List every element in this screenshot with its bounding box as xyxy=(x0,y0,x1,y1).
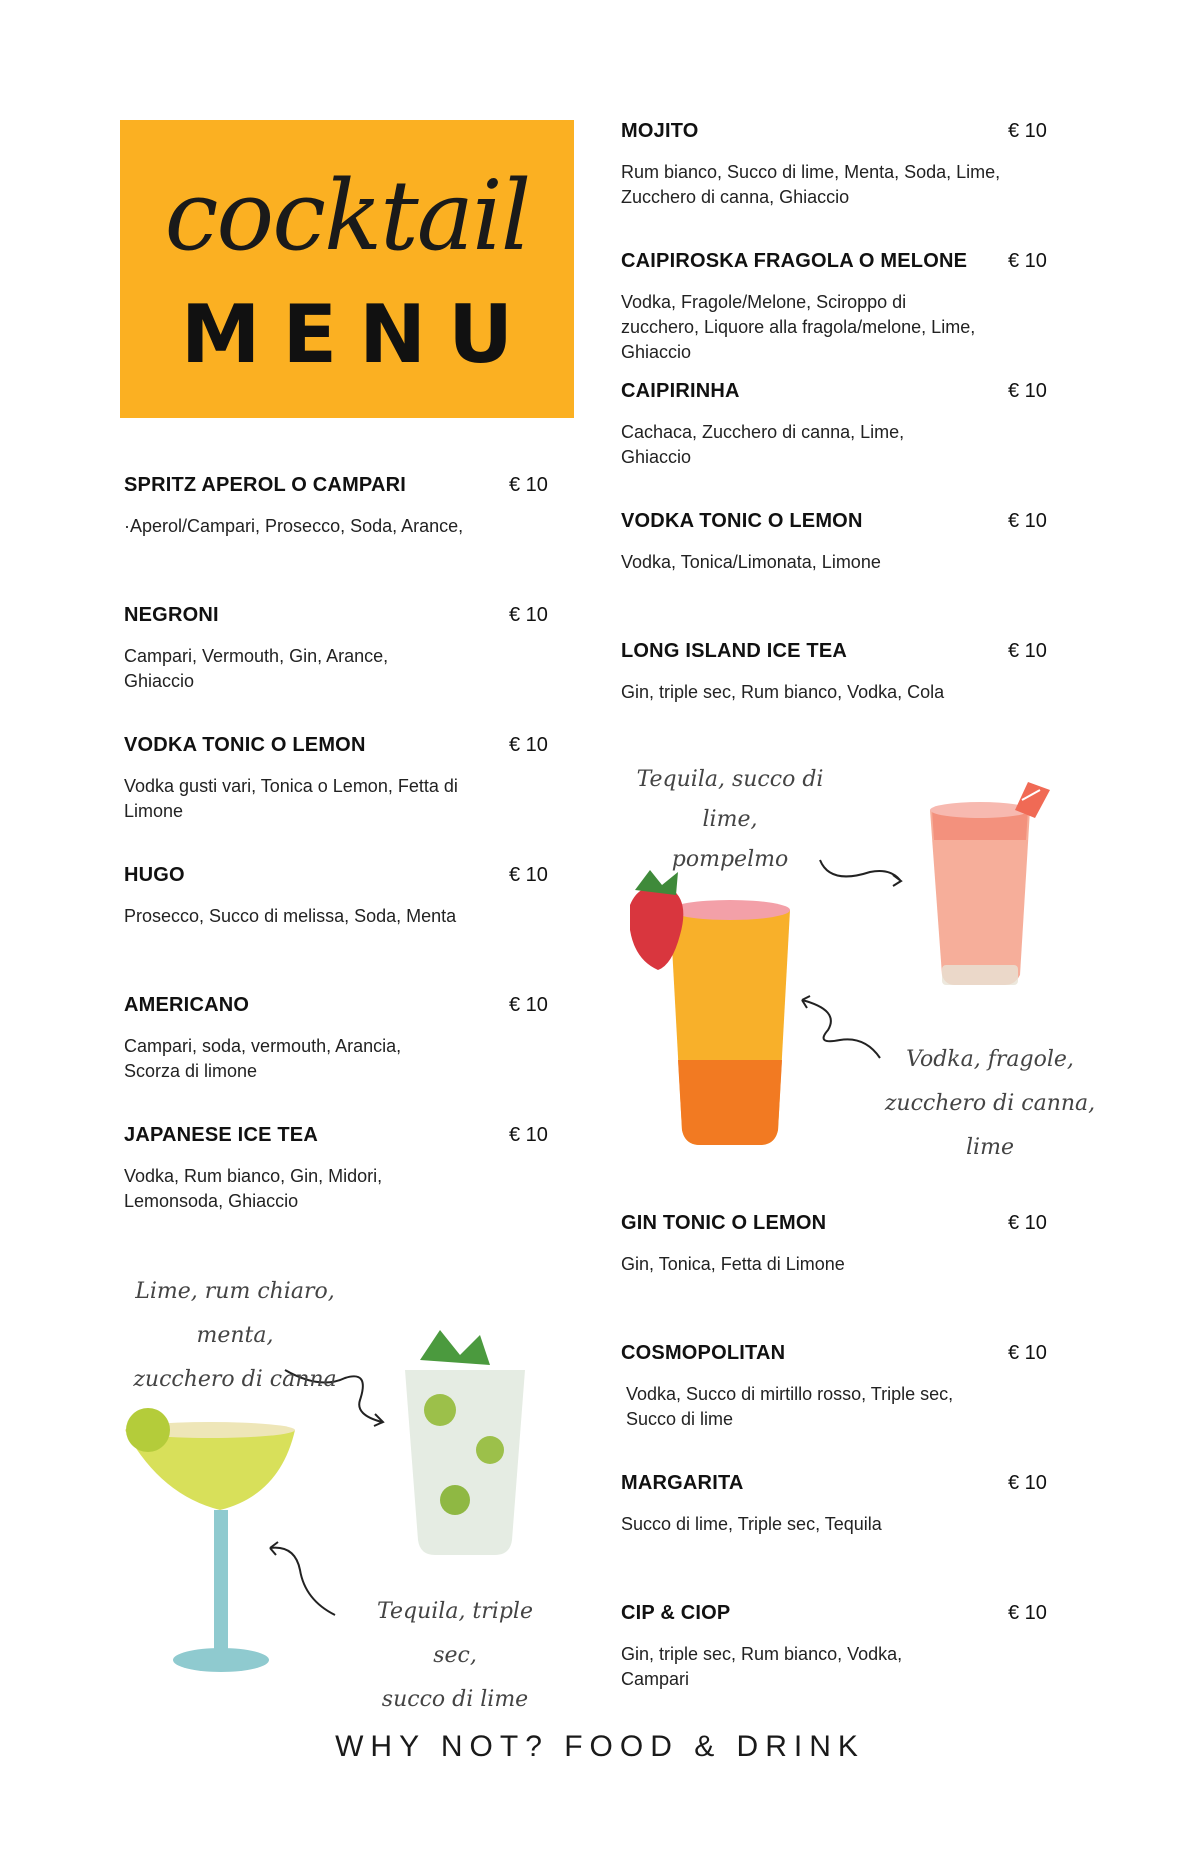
item-price: € 10 xyxy=(509,994,548,1016)
menu-header xyxy=(120,120,574,418)
item-price: € 10 xyxy=(1008,1602,1047,1624)
item-name: LONG ISLAND ICE TEA xyxy=(621,640,848,662)
item-name: MOJITO xyxy=(621,120,699,142)
item-name: CAIPIROSKA FRAGOLA O MELONE xyxy=(621,250,968,272)
footer-brand: WHY NOT? FOOD & DRINK xyxy=(335,1730,865,1763)
item-description: Cachaca, Zucchero di canna, Lime, Ghiaccio xyxy=(621,422,905,467)
margarita-icon xyxy=(125,1408,295,1672)
grapefruit-cocktail-icon xyxy=(930,782,1050,985)
item-description: Vodka, Fragole/Melone, Sciroppo di zucchero, Liquore alla fragola/melone, Lime, Ghiaccio xyxy=(621,292,976,362)
item-description: Campari, soda, vermouth, Arancia, Scorza di limone xyxy=(124,1036,402,1081)
item-price: € 10 xyxy=(1008,1342,1047,1364)
item-name: MARGARITA xyxy=(621,1472,744,1494)
item-description: Vodka, Tonica/Limonata, Limone xyxy=(621,552,881,572)
item-name: AMERICANO xyxy=(124,994,250,1016)
arrow-icon xyxy=(802,1000,880,1058)
item-price: € 10 xyxy=(509,474,548,496)
item-price: € 10 xyxy=(1008,1212,1047,1234)
item-name: NEGRONI xyxy=(124,604,219,626)
item-price: € 10 xyxy=(1008,380,1047,402)
item-price: € 10 xyxy=(509,734,548,756)
item-price: € 10 xyxy=(1008,510,1047,532)
item-description: Vodka, Rum bianco, Gin, Midori, Lemonsoda, Ghiaccio xyxy=(124,1166,383,1211)
item-description: ·Aperol/Campari, Prosecco, Soda, Arance, xyxy=(124,516,464,536)
item-name: COSMOPOLITAN xyxy=(621,1342,786,1364)
item-name: VODKA TONIC O LEMON xyxy=(621,510,863,532)
item-price: € 10 xyxy=(1008,120,1047,142)
handwritten-note: Tequila, triple sec, succo di lime xyxy=(377,1599,533,1712)
script-title: cocktail xyxy=(164,160,530,272)
mojito-icon xyxy=(405,1330,525,1555)
item-name: CAIPIRINHA xyxy=(621,380,740,402)
strawberry-cocktail-icon xyxy=(630,870,790,1145)
item-price: € 10 xyxy=(1008,250,1047,272)
menu-title: MENU xyxy=(180,288,536,381)
item-description: Gin, Tonica, Fetta di Limone xyxy=(621,1254,845,1274)
item-name: HUGO xyxy=(124,864,185,886)
item-description: Vodka, Succo di mirtillo rosso, Triple sec, Succo di lime xyxy=(626,1384,954,1429)
item-price: € 10 xyxy=(1008,640,1047,662)
item-description: Prosecco, Succo di melissa, Soda, Menta xyxy=(124,906,457,926)
item-price: € 10 xyxy=(509,1124,548,1146)
item-name: SPRITZ APEROL O CAMPARI xyxy=(124,474,407,496)
item-price: € 10 xyxy=(1008,1472,1047,1494)
item-description: Campari, Vermouth, Gin, Arance, Ghiaccio xyxy=(124,646,389,691)
item-name: VODKA TONIC O LEMON xyxy=(124,734,366,756)
item-price: € 10 xyxy=(509,604,548,626)
item-name: CIP & CIOP xyxy=(621,1602,731,1624)
item-description: Gin, triple sec, Rum bianco, Vodka, Campari xyxy=(621,1644,903,1689)
handwritten-note: Tequila, succo di lime, pompelmo xyxy=(636,767,824,872)
arrow-icon xyxy=(270,1548,335,1615)
handwritten-note: Vodka, fragole, zucchero di canna, lime xyxy=(884,1047,1096,1160)
item-description: Succo di lime, Triple sec, Tequila xyxy=(621,1514,882,1534)
item-description: Rum bianco, Succo di lime, Menta, Soda, Lime, Zucchero di canna, Ghiaccio xyxy=(621,162,1001,207)
item-name: GIN TONIC O LEMON xyxy=(621,1212,827,1234)
item-price: € 10 xyxy=(509,864,548,886)
handwritten-note: Lime, rum chiaro, menta, zucchero di canna xyxy=(133,1279,337,1392)
item-description: Gin, triple sec, Rum bianco, Vodka, Cola xyxy=(621,682,945,702)
item-name: JAPANESE ICE TEA xyxy=(124,1124,318,1146)
item-description: Vodka gusti vari, Tonica o Lemon, Fetta di Limone xyxy=(124,776,458,821)
